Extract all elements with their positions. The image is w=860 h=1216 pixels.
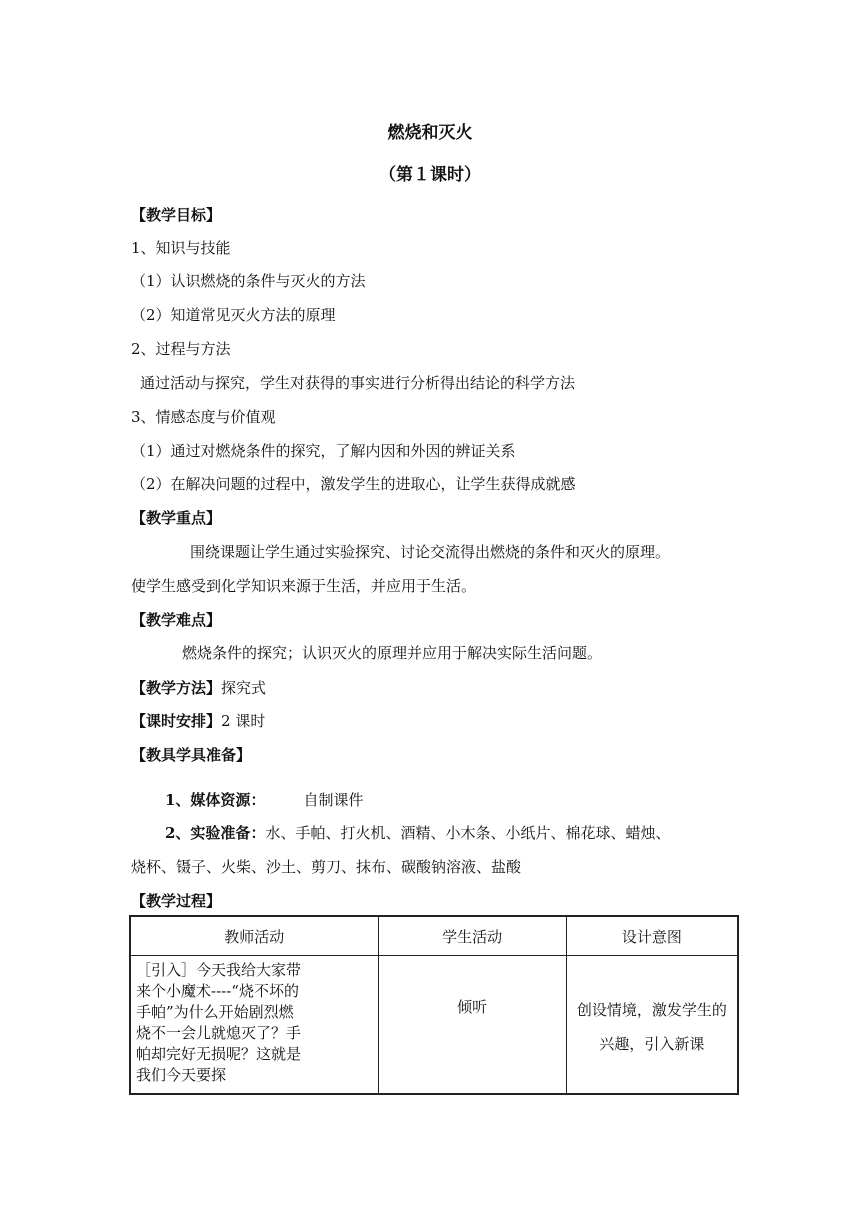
objective-section-3: 3、情感态度与价值观: [131, 408, 276, 426]
media-label: 1、媒体资源：: [165, 791, 266, 809]
schedule-line: [131, 710, 265, 731]
media-line: [165, 789, 363, 810]
method-value: 探究式: [221, 679, 267, 697]
experiment-label: 2、实验准备：: [165, 824, 266, 842]
key-points-text: 使学生感受到化学知识来源于生活，并应用于生活。: [131, 577, 477, 595]
design-purpose-text: 创设情境，激发学生的兴趣，引入新课: [576, 1001, 727, 1053]
column-header-teacher: 教师活动: [130, 916, 378, 956]
schedule-heading: 【课时安排】: [131, 712, 222, 730]
objective-item: （2）在解决问题的过程中，激发学生的进取心，让学生获得成就感: [131, 475, 576, 493]
student-activity-cell: 倾听: [378, 956, 566, 1094]
objective-text: 通过活动与探究，学生对获得的事实进行分析得出结论的科学方法: [140, 374, 576, 392]
teacher-activity-cell: [130, 956, 378, 1094]
page-subtitle: （第１课时）: [379, 165, 481, 185]
experiment-value-cont: 烧杯、镊子、火柴、沙土、剪刀、抹布、碳酸钠溶液、盐酸: [131, 858, 522, 876]
objective-item: （1）认识燃烧的条件与灭火的方法: [131, 272, 366, 290]
experiment-value: 水、手帕、打火机、酒精、小木条、小纸片、棉花球、蜡烛、: [265, 824, 671, 842]
key-points-text: 围绕课题让学生通过实验探究、讨论交流得出燃烧的条件和灭火的原理。: [190, 543, 671, 561]
objective-item: （1）通过对燃烧条件的探究，了解内因和外因的辨证关系: [131, 442, 516, 460]
objective-item: （2）知道常见灭火方法的原理: [131, 306, 336, 324]
difficulties-heading: 【教学难点】: [131, 611, 222, 629]
objectives-heading: 【教学目标】: [131, 206, 222, 224]
column-header-student: 学生活动: [378, 916, 566, 956]
method-heading: 【教学方法】: [131, 679, 222, 697]
schedule-value: 2 课时: [221, 712, 266, 730]
design-purpose-cell: [566, 956, 738, 1094]
experiment-line: [165, 822, 670, 843]
key-points-heading: 【教学重点】: [131, 509, 222, 527]
difficulties-text: 燃烧条件的探究；认识灭火的原理并应用于解决实际生活问题。: [182, 644, 603, 662]
teacher-activity-text: ［引入］今天我给大家带来个小魔术----“烧不坏的手帕”为什么开始剧烈燃烧不一会儿就熄灭了？手帕却完好无损呢？这就是我们今天要探: [136, 961, 302, 1084]
media-value: 自制课件: [303, 791, 364, 809]
method-line: [131, 677, 266, 698]
table-header-row: [130, 916, 738, 956]
objective-section-1: 1、知识与技能: [131, 239, 231, 257]
table-row: [130, 956, 738, 1094]
process-table: [129, 915, 739, 1095]
materials-heading: 【教具学具准备】: [131, 746, 252, 764]
process-heading: 【教学过程】: [131, 892, 222, 910]
objective-section-2: 2、过程与方法: [131, 340, 231, 358]
column-header-purpose: 设计意图: [566, 916, 738, 956]
page-title: 燃烧和灭火: [387, 123, 473, 143]
